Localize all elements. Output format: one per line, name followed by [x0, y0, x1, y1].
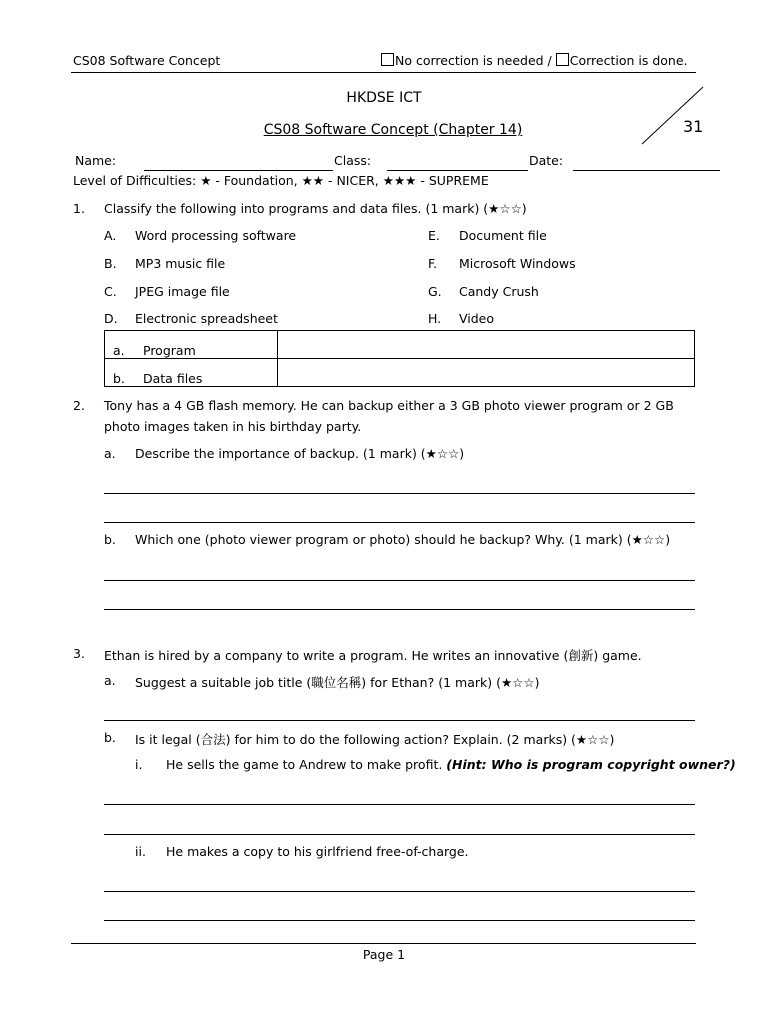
no-correction-checkbox[interactable] — [381, 53, 394, 66]
q3bii-text: He makes a copy to his girlfriend free-of-charge. — [166, 844, 469, 859]
class-label: Class: — [334, 153, 372, 168]
row-label: Program — [143, 343, 196, 358]
header-divider — [71, 72, 696, 73]
option-letter: D. — [104, 311, 118, 326]
option-letter: A. — [104, 228, 117, 243]
table-row — [105, 359, 695, 387]
table-row — [105, 331, 695, 359]
option-text: Document file — [459, 228, 547, 243]
q3bi-statement: He sells the game to Andrew to make profit. — [166, 757, 447, 772]
answer-line[interactable] — [104, 522, 695, 523]
q3-number: 3. — [73, 646, 85, 661]
worksheet-title: CS08 Software Concept (Chapter 14) — [263, 122, 523, 138]
score-value: 31 — [683, 117, 704, 136]
q3a-letter: a. — [104, 673, 116, 688]
correction-status — [381, 53, 688, 68]
q2b-letter: b. — [104, 532, 116, 547]
option-text: Candy Crush — [459, 284, 539, 299]
answer-line[interactable] — [104, 834, 695, 835]
answer-line[interactable] — [104, 580, 695, 581]
q3-text: Ethan is hired by a company to write a program. He writes an innovative (創新) game. — [104, 648, 642, 663]
program-label-cell — [105, 331, 278, 359]
header-course: CS08 Software Concept — [73, 53, 221, 68]
q3b-letter: b. — [104, 730, 116, 745]
q2-text-line2: photo images taken in his birthday party. — [104, 419, 362, 434]
name-field[interactable] — [144, 170, 333, 171]
q2-number: 2. — [73, 398, 85, 413]
page-number: Page 1 — [362, 947, 406, 962]
class-field[interactable] — [387, 170, 528, 171]
difficulty-legend: Level of Difficulties: ★ - Foundation, ★★ - NICER, ★★★ - SUPREME — [73, 173, 489, 188]
name-label: Name: — [75, 153, 117, 168]
q3bii-number: ii. — [135, 844, 146, 859]
no-correction-label: No correction is needed / — [395, 53, 552, 68]
row-letter: b. — [113, 371, 125, 386]
q2b-text: Which one (photo viewer program or photo) should he backup? Why. (1 mark) (★☆☆) — [135, 532, 671, 547]
q3a-text: Suggest a suitable job title (職位名稱) for Ethan? (1 mark) (★☆☆) — [135, 675, 540, 690]
correction-done-label: Correction is done. — [569, 53, 688, 68]
answer-line[interactable] — [104, 920, 695, 921]
q2-text-line1: Tony has a 4 GB flash memory. He can backup either a 3 GB photo viewer program or 2 GB — [104, 398, 674, 413]
correction-done-checkbox[interactable] — [556, 53, 569, 66]
row-letter: a. — [113, 343, 125, 358]
q1-text: Classify the following into programs and data files. (1 mark) (★☆☆) — [104, 201, 527, 216]
q2a-letter: a. — [104, 446, 116, 461]
option-text: Electronic spreadsheet — [135, 311, 278, 326]
option-letter: E. — [428, 228, 440, 243]
data-files-label-cell — [105, 359, 278, 387]
exam-title: HKDSE ICT — [346, 90, 422, 106]
q3b-text: Is it legal (合法) for him to do the following action? Explain. (2 marks) (★☆☆) — [135, 732, 615, 747]
answer-line[interactable] — [104, 720, 695, 721]
answer-line[interactable] — [104, 493, 695, 494]
date-label: Date: — [529, 153, 564, 168]
option-text: JPEG image file — [135, 284, 230, 299]
q1-number: 1. — [73, 201, 85, 216]
option-letter: B. — [104, 256, 117, 271]
q2a-text: Describe the importance of backup. (1 mark) (★☆☆) — [135, 446, 465, 461]
answer-line[interactable] — [104, 609, 695, 610]
row-label: Data files — [143, 371, 203, 386]
option-letter: H. — [428, 311, 442, 326]
q3bi-number: i. — [135, 757, 143, 772]
option-letter: G. — [428, 284, 442, 299]
answer-line[interactable] — [104, 891, 695, 892]
footer-divider — [71, 943, 696, 944]
option-text: MP3 music file — [135, 256, 226, 271]
option-text: Microsoft Windows — [459, 256, 576, 271]
score-slash — [640, 85, 706, 147]
option-text: Word processing software — [135, 228, 297, 243]
option-letter: F. — [428, 256, 438, 271]
program-answer-cell[interactable] — [278, 331, 695, 359]
option-letter: C. — [104, 284, 117, 299]
date-field[interactable] — [573, 170, 720, 171]
classification-table — [104, 330, 695, 387]
option-text: Video — [459, 311, 495, 326]
answer-line[interactable] — [104, 804, 695, 805]
q3bi-hint: (Hint: Who is program copyright owner?) — [446, 757, 736, 772]
q3bi-text — [166, 757, 736, 772]
data-files-answer-cell[interactable] — [278, 359, 695, 387]
